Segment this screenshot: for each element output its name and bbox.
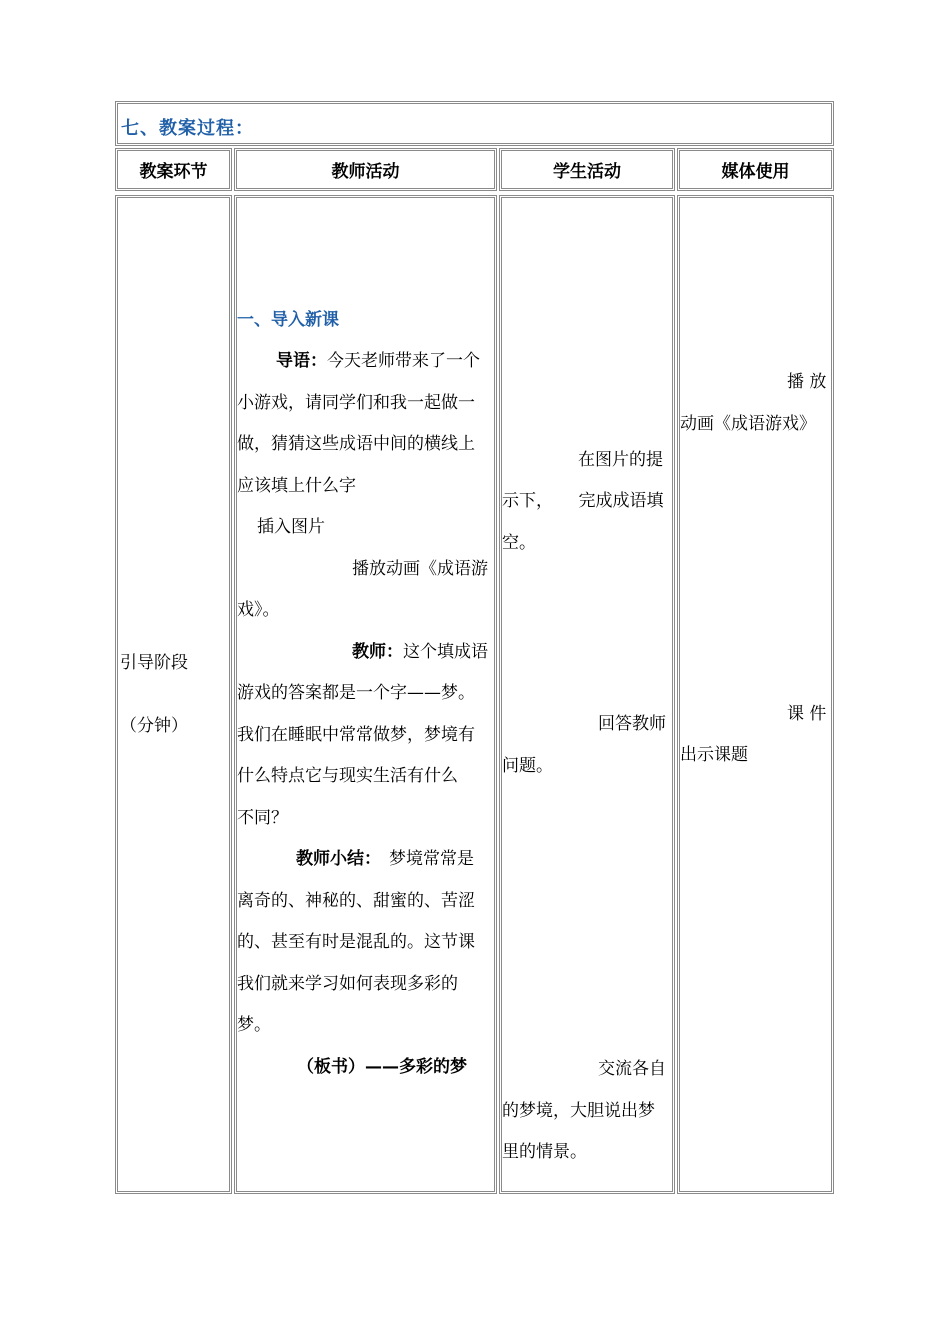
header-teacher-label: 教师活动 (331, 162, 400, 182)
summary-line-1 (296, 839, 474, 880)
stage-name: 引导阶段 (120, 653, 188, 673)
teacher-line-1 (352, 632, 488, 673)
summary-line-2: 离奇的、神秘的、甜蜜的、苦涩 (237, 891, 475, 911)
teacher-line-4: 什么特点它与现实生活有什么 (237, 766, 458, 786)
intro-label: 导语： (276, 351, 327, 371)
intro-text-1: 今天老师带来了一个 (327, 351, 480, 371)
summary-line-3: 的、甚至有时是混乱的。这节课 (237, 932, 475, 952)
header-student-label: 学生活动 (553, 162, 621, 182)
intro-line-1 (276, 341, 480, 382)
teacher-heading: 一、导入新课 (237, 310, 339, 330)
insert-image-text: 插入图片 (257, 517, 325, 537)
media-m2-line-1: 课 件 (787, 704, 827, 724)
summary-line-5: 梦。 (237, 1015, 271, 1035)
header-media-label: 媒体使用 (721, 162, 790, 182)
section-title: 七、教案过程： (121, 118, 254, 139)
summary-text-1: 梦境常常是 (389, 849, 474, 869)
teacher-line-2: 游戏的答案都是一个字——梦。 (237, 683, 475, 703)
student-a2-line-1: 回答教师 (598, 714, 666, 734)
header-stage (115, 148, 232, 191)
media-m1-line-1: 播 放 (787, 372, 827, 392)
student-cell (499, 195, 675, 1194)
stage-cell (115, 195, 232, 1194)
header-media (677, 148, 834, 191)
media-m1-line-2: 动画《成语游戏》 (680, 414, 816, 434)
intro-line-4: 应该填上什么字 (237, 476, 356, 496)
teacher-label: 教师： (352, 642, 403, 662)
teacher-text-1: 这个填成语 (403, 642, 488, 662)
play-line-1: 播放动画《成语游 (352, 559, 488, 579)
section-title-row (115, 101, 834, 146)
student-a1-line-1: 在图片的提 (578, 450, 663, 470)
summary-line-4: 我们就来学习如何表现多彩的 (237, 974, 458, 994)
summary-label: 教师小结： (296, 849, 381, 869)
student-a3-line-2: 的梦境，大胆说出梦 (502, 1101, 655, 1121)
media-m2-line-2: 出示课题 (680, 745, 748, 765)
student-a3-line-1: 交流各自 (598, 1059, 666, 1079)
intro-line-3: 做，猜猜这些成语中间的横线上 (237, 434, 475, 454)
teacher-line-3: 我们在睡眠中常常做梦，梦境有 (237, 725, 475, 745)
intro-line-2: 小游戏，请同学们和我一起做一 (237, 393, 475, 413)
header-stage-label: 教案环节 (139, 162, 208, 182)
student-a1-line-3: 空。 (502, 533, 536, 553)
header-student (499, 148, 675, 191)
teacher-line-5: 不同？ (237, 808, 288, 828)
board-text: （板书）——多彩的梦 (297, 1057, 467, 1077)
header-teacher (234, 148, 497, 191)
student-a2-line-2: 问题。 (502, 756, 553, 776)
play-line-2: 戏》。 (237, 600, 280, 620)
student-a1-line-2: 示下， 完成成语填 (502, 491, 664, 511)
stage-duration: （分钟） (120, 716, 188, 736)
student-a3-line-3: 里的情景。 (502, 1142, 587, 1162)
